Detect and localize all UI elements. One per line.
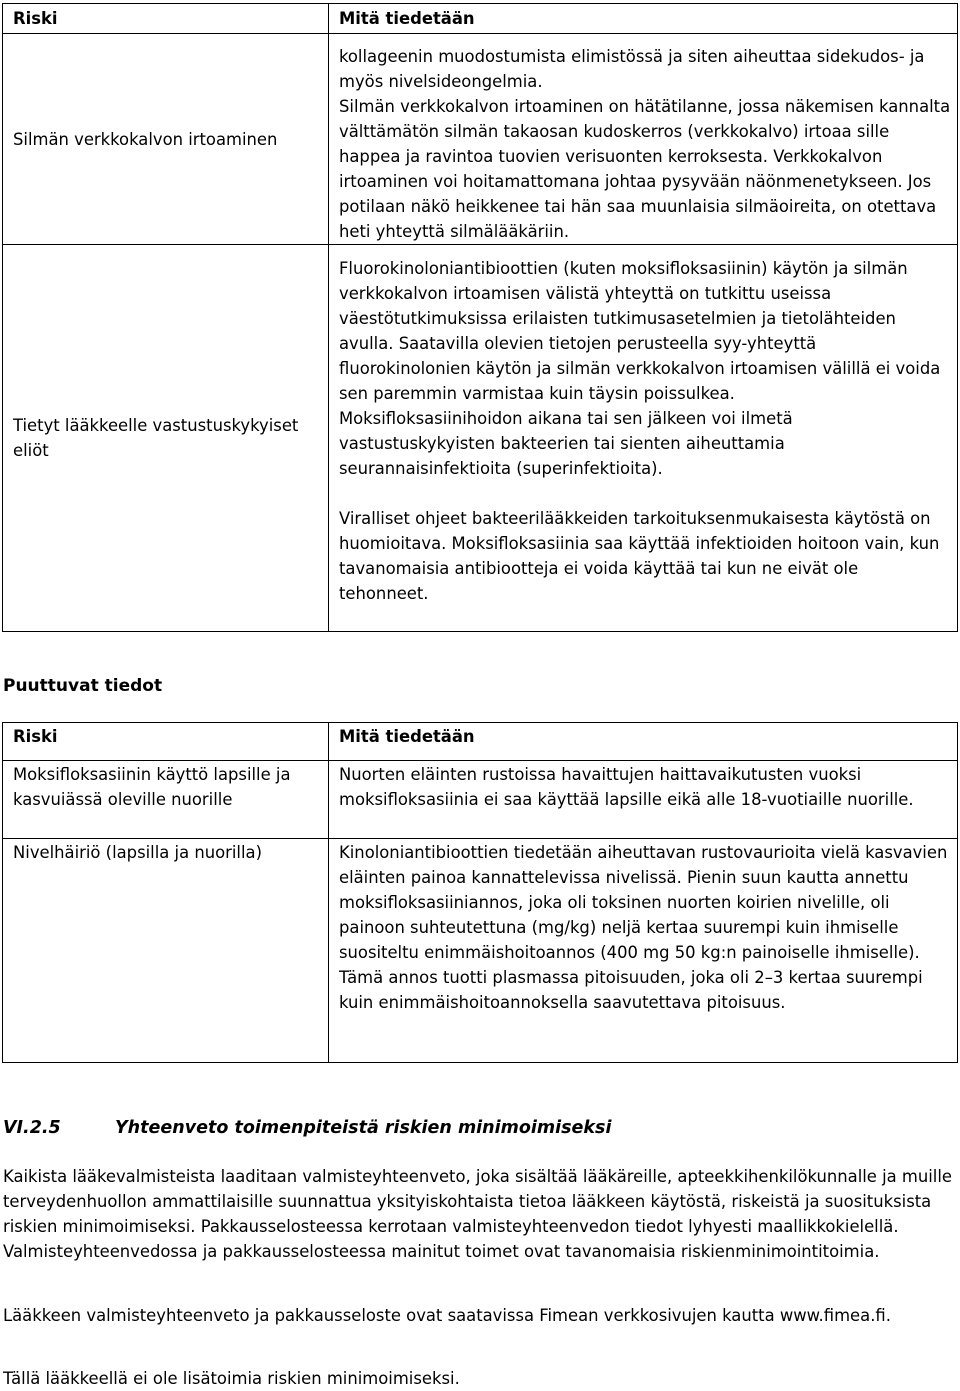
paragraph-availability: Lääkkeen valmisteyhteenveto ja pakkausseloste ovat saatavissa Fimean verkkosivujen kautta www.fimea.fi. — [3, 1306, 891, 1325]
column-header-risk: Riski — [3, 723, 329, 761]
paragraph: Fluorokinoloniantibioottien (kuten moksifloksasiinin) käytön ja silmän verkkokalvon irtoamisen välistä yhteyttä on tutkittu useissa väestötutkimuksissa erilaisten tutkimusasetelmien ja tietolähteiden avulla. Saatavilla olevien tietojen perusteella syy-yhteyttä fluorokinolonien käytön ja silmän verkkokalvon irtoamisen välillä ei voida sen paremmin varmistaa kuin täysin poissulkea. — [339, 259, 941, 403]
paragraph: Silmän verkkokalvon irtoaminen on hätätilanne, jossa näkemisen kannalta välttämätön silmän takaosan kudoskerros (verkkokalvo) irtoaa sille happea ja ravintoa tuovien verisuonten kerroksesta. Verkkokalvon irtoaminen voi hoitamattomana johtaa pysyvään näönmenetykseen. Jos potilaan näkö heikkenee tai hän saa muunlaisia silmäoireita, on otettava heti yhteyttä silmälääkäriin. — [339, 97, 951, 241]
paragraph: Moksifloksasiinihoidon aikana tai sen jälkeen voi ilmetä vastustuskykyisten bakteerien tai sienten aiheuttamia seurannaisinfektioita (superinfektioita). — [339, 409, 793, 478]
paragraph: Viralliset ohjeet bakteerilääkkeiden tarkoituksenmukaisesta käytöstä on huomioitava. Moksifloksasiinia saa käyttää infektioiden hoitoon vain, kun tavanomaisia antibiootteja ei voida käyttää tai kun ne eivät ole tehonneet. — [339, 509, 940, 603]
risk-description — [329, 245, 958, 632]
table-row — [3, 34, 958, 245]
risk-description: Nuorten eläinten rustoissa havaittujen haittavaikutusten vuoksi moksifloksasiinia ei saa käyttää lapsille eikä alle 18-vuotiaille nuorille. — [329, 761, 958, 839]
table-row — [3, 761, 958, 839]
column-header-known: Mitä tiedetään — [329, 4, 958, 34]
column-header-risk: Riski — [3, 4, 329, 34]
paragraph-no-additional-measures: Tällä lääkkeellä ei ole lisätoimia riskien minimoimiseksi. — [3, 1369, 460, 1388]
risk-description: Kinoloniantibioottien tiedetään aiheuttavan rustovaurioita vielä kasvavien eläinten painoa kannattelevissa nivelissä. Pienin suun kautta annettu moksifloksasiiniannos, joka oli toksinen nuorten koirien nivelille, oli painoon suhteutettuna (mg/kg) neljä kertaa suurempi kuin ihmiselle suositeltu enimmäishoitoannos (400 mg 50 kg:n painoiselle ihmiselle). Tämä annos tuotti plasmassa pitoisuuden, joka oli 2–3 kertaa suurempi kuin enimmäishoitoannoksella saavutettava pitoisuus. — [329, 839, 958, 1063]
table-row — [3, 245, 958, 632]
risk-table-missing — [2, 722, 958, 1063]
risk-name: Tietyt lääkkeelle vastustuskykyiset eliöt — [3, 245, 329, 632]
section-heading-missing: Puuttuvat tiedot — [3, 676, 163, 696]
risk-description — [329, 34, 958, 245]
risk-name: Moksifloksasiinin käyttö lapsille ja kasvuiässä oleville nuorille — [3, 761, 329, 839]
risk-name: Silmän verkkokalvon irtoaminen — [3, 34, 329, 245]
paragraph-summary: Kaikista lääkevalmisteista laaditaan valmisteyhteenveto, joka sisältää lääkäreille, apteekkihenkilökunnalle ja muille terveydenhuollon ammattilaisille suunnattua yksityiskohtaista tietoa lääkkeen käytöstä, riskeistä ja suosituksista riskien minimoimiseksi. Pakkausselosteessa kerrotaan valmisteyhteenvedon tiedot lyhyesti maallikkokielellä. Valmisteyhteenvedossa ja pakkausselosteessa mainitut toimet ovat tavanomaisia riskienminimointitoimia. — [3, 1167, 952, 1261]
column-header-known: Mitä tiedetään — [329, 723, 958, 761]
section-title: Yhteenveto toimenpiteistä riskien minimoimiseksi — [115, 1118, 612, 1138]
table-row — [3, 839, 958, 1063]
risk-table-known — [2, 3, 958, 632]
section-number: VI.2.5 — [3, 1118, 61, 1138]
risk-name: Nivelhäiriö (lapsilla ja nuorilla) — [3, 839, 329, 1063]
paragraph: kollageenin muodostumista elimistössä ja siten aiheuttaa sidekudos- ja myös nivelsideongelmia. — [339, 47, 925, 91]
